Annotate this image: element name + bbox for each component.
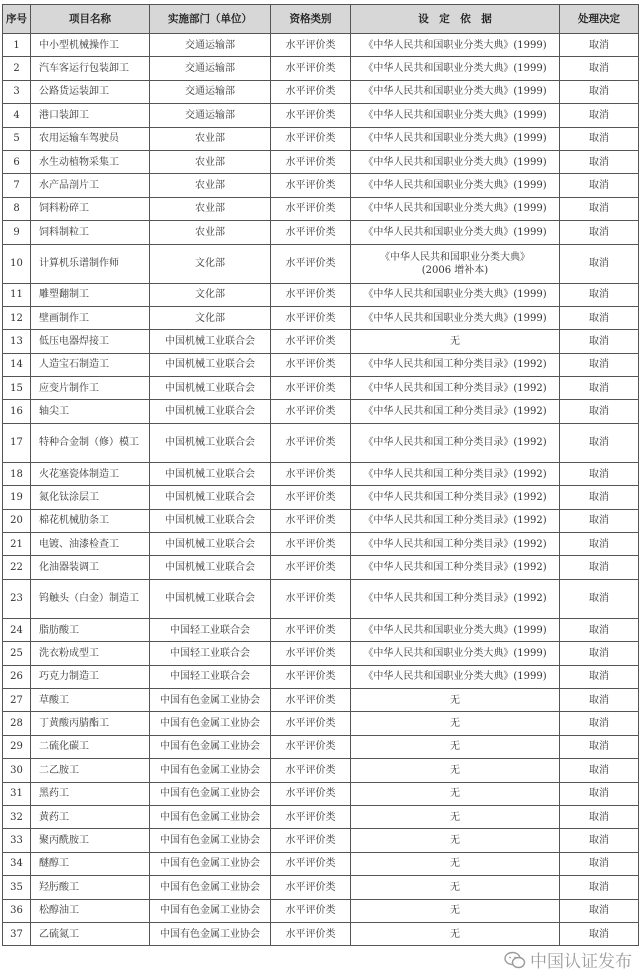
- cell-dept: 中国轻工业联合会: [150, 665, 271, 688]
- cell-decision: 取消: [560, 556, 639, 579]
- cell-name: 羟肟酸工: [31, 876, 150, 899]
- cell-no: 19: [3, 486, 31, 509]
- cell-basis: 《中华人民共和国工种分类目录》(1992): [351, 533, 560, 556]
- cell-name: 汽车客运行包装卸工: [31, 57, 150, 80]
- cell-decision: 取消: [560, 462, 639, 485]
- table-row: [3, 712, 639, 735]
- basis-line: 《中华人民共和国职业分类大典》: [380, 251, 530, 263]
- cell-dept: 中国机械工业联合会: [150, 330, 271, 353]
- cell-decision: 取消: [560, 688, 639, 711]
- cell-type: 水平评价类: [271, 829, 351, 852]
- cell-dept: 中国有色金属工业协会: [150, 876, 271, 899]
- cell-basis: 《中华人民共和国工种分类目录》(1992): [351, 486, 560, 509]
- cell-no: 8: [3, 197, 31, 220]
- cell-type: 水平评价类: [271, 221, 351, 244]
- cell-basis: 《中华人民共和国职业分类大典》(1999): [351, 306, 560, 329]
- table-row: [3, 244, 639, 283]
- cell-name: 公路货运装卸工: [31, 80, 150, 103]
- cell-type: 水平评价类: [271, 805, 351, 828]
- cell-decision: 取消: [560, 244, 639, 283]
- cell-basis: 《中华人民共和国职业分类大典》(1999): [351, 80, 560, 103]
- cell-basis: 无: [351, 922, 560, 945]
- cell-no: 36: [3, 899, 31, 922]
- cell-dept: 农业部: [150, 221, 271, 244]
- cell-type: 水平评价类: [271, 34, 351, 57]
- cell-dept: 中国有色金属工业协会: [150, 852, 271, 875]
- cell-basis: 无: [351, 735, 560, 758]
- table-row: [3, 423, 639, 462]
- cell-no: 31: [3, 782, 31, 805]
- table-row: [3, 150, 639, 173]
- cell-name: 港口装卸工: [31, 104, 150, 127]
- cell-type: 水平评价类: [271, 150, 351, 173]
- cell-decision: 取消: [560, 642, 639, 665]
- cell-decision: 取消: [560, 423, 639, 462]
- cell-name: 饲料制粒工: [31, 221, 150, 244]
- cell-type: 水平评价类: [271, 618, 351, 641]
- cell-name: 二乙胺工: [31, 759, 150, 782]
- table-row: [3, 805, 639, 828]
- cell-basis: 《中华人民共和国职业分类大典》(1999): [351, 197, 560, 220]
- table-body: [3, 34, 639, 946]
- cell-name: 二硫化碳工: [31, 735, 150, 758]
- cell-name: 醚醇工: [31, 852, 150, 875]
- cell-type: 水平评价类: [271, 80, 351, 103]
- cell-basis: 无: [351, 805, 560, 828]
- cell-type: 水平评价类: [271, 556, 351, 579]
- cell-no: 26: [3, 665, 31, 688]
- cell-name: 黑药工: [31, 782, 150, 805]
- cell-basis: 《中华人民共和国职业分类大典》(1999): [351, 174, 560, 197]
- cell-decision: 取消: [560, 665, 639, 688]
- cell-dept: 中国轻工业联合会: [150, 642, 271, 665]
- cell-decision: 取消: [560, 805, 639, 828]
- cell-basis: 《中华人民共和国职业分类大典》(1999): [351, 104, 560, 127]
- cell-basis: 《中华人民共和国职业分类大典》(1999): [351, 618, 560, 641]
- cell-decision: 取消: [560, 579, 639, 618]
- cell-type: 水平评价类: [271, 400, 351, 423]
- table-header-row: [3, 5, 639, 34]
- cell-type: 水平评价类: [271, 174, 351, 197]
- table-row: [3, 104, 639, 127]
- cell-decision: 取消: [560, 104, 639, 127]
- cell-name: 计算机乐谱制作师: [31, 244, 150, 283]
- cell-dept: 文化部: [150, 283, 271, 306]
- cell-type: 水平评价类: [271, 377, 351, 400]
- cell-no: 21: [3, 533, 31, 556]
- cell-type: 水平评价类: [271, 688, 351, 711]
- header-basis: 设 定 依 据: [351, 5, 560, 34]
- table-row: [3, 34, 639, 57]
- table-row: [3, 174, 639, 197]
- cell-basis: 《中华人民共和国职业分类大典》(1999): [351, 57, 560, 80]
- cell-decision: 取消: [560, 174, 639, 197]
- cell-name: 化油器装调工: [31, 556, 150, 579]
- cell-basis: 《中华人民共和国工种分类目录》(1992): [351, 423, 560, 462]
- cell-name: 雕塑翻制工: [31, 283, 150, 306]
- cell-decision: 取消: [560, 782, 639, 805]
- cell-dept: 农业部: [150, 127, 271, 150]
- qualification-table: [2, 4, 639, 946]
- cell-no: 22: [3, 556, 31, 579]
- table-row: [3, 462, 639, 485]
- cell-no: 23: [3, 579, 31, 618]
- header-type: 资格类别: [271, 5, 351, 34]
- cell-no: 29: [3, 735, 31, 758]
- header-name: 项目名称: [31, 5, 150, 34]
- cell-name: 棉花机械肋条工: [31, 509, 150, 532]
- table-row: [3, 127, 639, 150]
- table-row: [3, 400, 639, 423]
- cell-type: 水平评价类: [271, 353, 351, 376]
- cell-no: 1: [3, 34, 31, 57]
- table-row: [3, 782, 639, 805]
- cell-decision: 取消: [560, 150, 639, 173]
- table-row: [3, 876, 639, 899]
- cell-basis: 无: [351, 876, 560, 899]
- cell-dept: 中国机械工业联合会: [150, 579, 271, 618]
- cell-decision: 取消: [560, 80, 639, 103]
- table-row: [3, 642, 639, 665]
- table-row: [3, 486, 639, 509]
- table-row: [3, 353, 639, 376]
- cell-no: 37: [3, 922, 31, 945]
- cell-type: 水平评价类: [271, 283, 351, 306]
- cell-dept: 交通运输部: [150, 104, 271, 127]
- cell-type: 水平评价类: [271, 57, 351, 80]
- cell-dept: 农业部: [150, 197, 271, 220]
- cell-decision: 取消: [560, 486, 639, 509]
- table-row: [3, 556, 639, 579]
- cell-name: 水生动植物采集工: [31, 150, 150, 173]
- cell-basis: 《中华人民共和国工种分类目录》(1992): [351, 377, 560, 400]
- cell-no: 9: [3, 221, 31, 244]
- cell-type: 水平评价类: [271, 423, 351, 462]
- cell-no: 25: [3, 642, 31, 665]
- cell-no: 13: [3, 330, 31, 353]
- cell-basis: 《中华人民共和国职业分类大典》(1999): [351, 34, 560, 57]
- cell-decision: 取消: [560, 759, 639, 782]
- cell-basis: 无: [351, 852, 560, 875]
- table-row: [3, 283, 639, 306]
- cell-decision: 取消: [560, 876, 639, 899]
- cell-dept: 农业部: [150, 150, 271, 173]
- cell-name: 脂肪酸工: [31, 618, 150, 641]
- cell-no: 4: [3, 104, 31, 127]
- cell-dept: 中国有色金属工业协会: [150, 712, 271, 735]
- cell-dept: 中国有色金属工业协会: [150, 735, 271, 758]
- cell-no: 34: [3, 852, 31, 875]
- cell-basis: 无: [351, 829, 560, 852]
- cell-name: 电镀、油漆检查工: [31, 533, 150, 556]
- cell-decision: 取消: [560, 533, 639, 556]
- watermark: [504, 947, 632, 972]
- cell-basis: 《中华人民共和国职业分类大典》(1999): [351, 642, 560, 665]
- cell-no: 24: [3, 618, 31, 641]
- cell-type: 水平评价类: [271, 197, 351, 220]
- cell-no: 18: [3, 462, 31, 485]
- cell-no: 3: [3, 80, 31, 103]
- cell-no: 11: [3, 283, 31, 306]
- cell-dept: 中国有色金属工业协会: [150, 899, 271, 922]
- cell-decision: 取消: [560, 618, 639, 641]
- cell-no: 2: [3, 57, 31, 80]
- cell-no: 28: [3, 712, 31, 735]
- cell-name: 水产品剖片工: [31, 174, 150, 197]
- cell-dept: 中国机械工业联合会: [150, 533, 271, 556]
- cell-decision: 取消: [560, 509, 639, 532]
- cell-dept: 文化部: [150, 244, 271, 283]
- cell-no: 12: [3, 306, 31, 329]
- cell-dept: 中国机械工业联合会: [150, 509, 271, 532]
- cell-name: 洗衣粉成型工: [31, 642, 150, 665]
- table-row: [3, 377, 639, 400]
- table-row: [3, 197, 639, 220]
- cell-name: 聚丙酰胺工: [31, 829, 150, 852]
- cell-type: 水平评价类: [271, 244, 351, 283]
- cell-decision: 取消: [560, 829, 639, 852]
- cell-type: 水平评价类: [271, 127, 351, 150]
- table-row: [3, 665, 639, 688]
- cell-dept: 中国有色金属工业协会: [150, 829, 271, 852]
- cell-dept: 中国轻工业联合会: [150, 618, 271, 641]
- cell-basis: 无: [351, 712, 560, 735]
- cell-basis: 无: [351, 759, 560, 782]
- cell-type: 水平评价类: [271, 642, 351, 665]
- cell-basis: 无: [351, 330, 560, 353]
- cell-dept: 中国机械工业联合会: [150, 423, 271, 462]
- wechat-icon: [504, 951, 526, 969]
- cell-dept: 中国有色金属工业协会: [150, 688, 271, 711]
- cell-dept: 中国有色金属工业协会: [150, 805, 271, 828]
- cell-no: 14: [3, 353, 31, 376]
- cell-name: 草酸工: [31, 688, 150, 711]
- cell-type: 水平评价类: [271, 712, 351, 735]
- cell-name: 应变片制作工: [31, 377, 150, 400]
- table-row: [3, 618, 639, 641]
- cell-basis: 《中华人民共和国工种分类目录》(1992): [351, 462, 560, 485]
- cell-no: 17: [3, 423, 31, 462]
- cell-name: 氮化钛涂层工: [31, 486, 150, 509]
- cell-dept: 中国有色金属工业协会: [150, 759, 271, 782]
- table-row: [3, 829, 639, 852]
- cell-no: 6: [3, 150, 31, 173]
- cell-decision: 取消: [560, 735, 639, 758]
- header-decision: 处理决定: [560, 5, 639, 34]
- cell-decision: 取消: [560, 283, 639, 306]
- cell-name: 特种合金制（修）模工: [31, 423, 150, 462]
- cell-decision: 取消: [560, 197, 639, 220]
- cell-type: 水平评价类: [271, 533, 351, 556]
- cell-basis: 《中华人民共和国职业分类大典》(1999): [351, 127, 560, 150]
- table-row: [3, 579, 639, 618]
- cell-dept: 中国机械工业联合会: [150, 400, 271, 423]
- cell-no: 20: [3, 509, 31, 532]
- cell-dept: 交通运输部: [150, 57, 271, 80]
- cell-basis: 无: [351, 899, 560, 922]
- cell-decision: 取消: [560, 852, 639, 875]
- cell-no: 30: [3, 759, 31, 782]
- table-row: [3, 221, 639, 244]
- cell-name: 黄药工: [31, 805, 150, 828]
- cell-dept: 交通运输部: [150, 34, 271, 57]
- table-row: [3, 330, 639, 353]
- header-no: 序号: [3, 5, 31, 34]
- cell-basis: 《中华人民共和国工种分类目录》(1992): [351, 556, 560, 579]
- cell-no: 33: [3, 829, 31, 852]
- cell-no: 10: [3, 244, 31, 283]
- cell-type: 水平评价类: [271, 330, 351, 353]
- cell-decision: 取消: [560, 57, 639, 80]
- cell-name: 火花塞瓷体制造工: [31, 462, 150, 485]
- cell-basis: 《中华人民共和国职业分类大典》(1999): [351, 150, 560, 173]
- cell-no: 32: [3, 805, 31, 828]
- cell-dept: 中国机械工业联合会: [150, 462, 271, 485]
- cell-type: 水平评价类: [271, 782, 351, 805]
- cell-no: 5: [3, 127, 31, 150]
- cell-decision: 取消: [560, 400, 639, 423]
- cell-basis: 《中华人民共和国工种分类目录》(1992): [351, 509, 560, 532]
- cell-basis: 《中华人民共和国职业分类大典》(1999): [351, 283, 560, 306]
- cell-decision: 取消: [560, 127, 639, 150]
- cell-name: 钨触头（白金）制造工: [31, 579, 150, 618]
- header-dept: 实施部门（单位）: [150, 5, 271, 34]
- cell-type: 水平评价类: [271, 665, 351, 688]
- cell-basis: 《中华人民共和国职业分类大典》(1999): [351, 221, 560, 244]
- cell-no: 7: [3, 174, 31, 197]
- cell-type: 水平评价类: [271, 852, 351, 875]
- cell-basis: [351, 244, 560, 283]
- cell-decision: 取消: [560, 353, 639, 376]
- cell-decision: 取消: [560, 330, 639, 353]
- cell-basis: 《中华人民共和国工种分类目录》(1992): [351, 400, 560, 423]
- cell-decision: 取消: [560, 712, 639, 735]
- cell-decision: 取消: [560, 306, 639, 329]
- cell-decision: 取消: [560, 922, 639, 945]
- cell-dept: 交通运输部: [150, 80, 271, 103]
- cell-dept: 中国机械工业联合会: [150, 377, 271, 400]
- table-row: [3, 852, 639, 875]
- cell-type: 水平评价类: [271, 579, 351, 618]
- cell-type: 水平评价类: [271, 876, 351, 899]
- table-row: [3, 688, 639, 711]
- cell-name: 乙硫氮工: [31, 922, 150, 945]
- cell-basis: 《中华人民共和国工种分类目录》(1992): [351, 353, 560, 376]
- basis-line-supplement: (2006 增补本): [421, 264, 489, 276]
- cell-decision: 取消: [560, 377, 639, 400]
- cell-basis: 无: [351, 782, 560, 805]
- table-row: [3, 306, 639, 329]
- cell-name: 农用运输车驾驶员: [31, 127, 150, 150]
- table-row: [3, 759, 639, 782]
- table-row: [3, 899, 639, 922]
- cell-decision: 取消: [560, 34, 639, 57]
- cell-type: 水平评价类: [271, 899, 351, 922]
- table-row: [3, 509, 639, 532]
- table-row: [3, 80, 639, 103]
- cell-decision: 取消: [560, 221, 639, 244]
- cell-dept: 中国有色金属工业协会: [150, 922, 271, 945]
- cell-no: 27: [3, 688, 31, 711]
- cell-type: 水平评价类: [271, 104, 351, 127]
- table-row: [3, 735, 639, 758]
- cell-dept: 中国机械工业联合会: [150, 353, 271, 376]
- cell-dept: 中国机械工业联合会: [150, 556, 271, 579]
- cell-name: 轴尖工: [31, 400, 150, 423]
- cell-name: 人造宝石制造工: [31, 353, 150, 376]
- watermark-text: 中国认证发布: [530, 952, 632, 972]
- cell-dept: 文化部: [150, 306, 271, 329]
- cell-type: 水平评价类: [271, 735, 351, 758]
- table-row: [3, 57, 639, 80]
- cell-type: 水平评价类: [271, 509, 351, 532]
- cell-type: 水平评价类: [271, 462, 351, 485]
- cell-name: 壁画制作工: [31, 306, 150, 329]
- cell-decision: 取消: [560, 899, 639, 922]
- cell-no: 35: [3, 876, 31, 899]
- cell-basis: 《中华人民共和国工种分类目录》(1992): [351, 579, 560, 618]
- cell-name: 中小型机械操作工: [31, 34, 150, 57]
- cell-name: 丁黄酸丙腈酯工: [31, 712, 150, 735]
- cell-type: 水平评价类: [271, 922, 351, 945]
- cell-name: 低压电器焊接工: [31, 330, 150, 353]
- cell-no: 16: [3, 400, 31, 423]
- cell-basis: 《中华人民共和国职业分类大典》(1999): [351, 665, 560, 688]
- cell-dept: 中国机械工业联合会: [150, 486, 271, 509]
- cell-name: 巧克力制造工: [31, 665, 150, 688]
- cell-basis: 无: [351, 688, 560, 711]
- cell-type: 水平评价类: [271, 486, 351, 509]
- cell-dept: 农业部: [150, 174, 271, 197]
- table-row: [3, 533, 639, 556]
- cell-type: 水平评价类: [271, 306, 351, 329]
- cell-name: 松醇油工: [31, 899, 150, 922]
- cell-dept: 中国有色金属工业协会: [150, 782, 271, 805]
- cell-no: 15: [3, 377, 31, 400]
- cell-name: 饲料粉碎工: [31, 197, 150, 220]
- table-row: [3, 922, 639, 945]
- cell-type: 水平评价类: [271, 759, 351, 782]
